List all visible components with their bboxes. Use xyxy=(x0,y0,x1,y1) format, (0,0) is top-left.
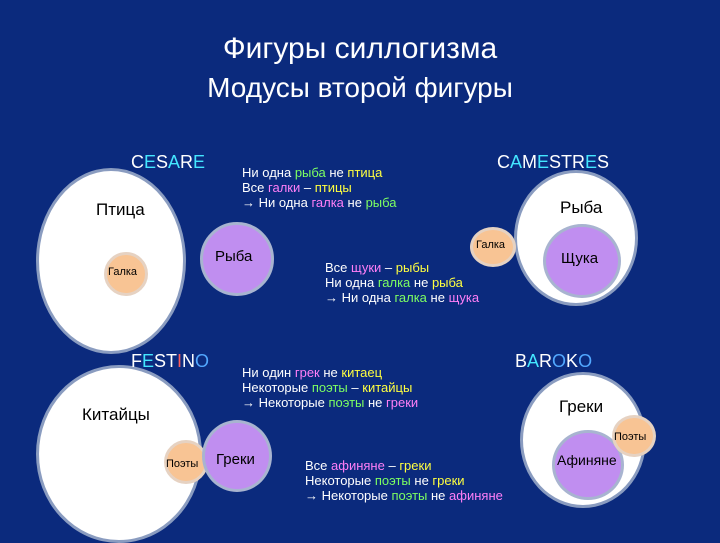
statement-text: – xyxy=(300,180,315,195)
statement-text: → Ни одна xyxy=(325,290,395,305)
statement-line xyxy=(325,275,479,290)
statement-line xyxy=(242,165,397,180)
statement-text: → Некоторые xyxy=(305,488,392,503)
mode-letter: A xyxy=(510,152,523,172)
mode-letter: B xyxy=(515,351,528,371)
term-word: рыбы xyxy=(395,260,430,275)
term-word: птицы xyxy=(314,180,352,195)
term-word: галка xyxy=(377,275,411,290)
term-word: поэты xyxy=(374,473,411,488)
term-word: рыба xyxy=(294,165,326,180)
mode-letter: M xyxy=(522,152,538,172)
mode-letter: ST xyxy=(154,351,178,371)
term-word: галка xyxy=(311,195,344,210)
statement-text: – xyxy=(347,380,363,395)
mode-letter: R xyxy=(180,152,194,172)
term-word: афиняне xyxy=(331,458,385,473)
term-word: щуки xyxy=(351,260,382,275)
term-word: рыба xyxy=(365,195,397,210)
statement-text: Все xyxy=(242,180,269,195)
mode-letter: A xyxy=(527,351,540,371)
mode-letter: C xyxy=(131,152,144,172)
mode-letter: O xyxy=(578,351,593,371)
statement-line xyxy=(242,365,418,380)
term-word: греки xyxy=(432,473,465,488)
mode-letter: STR xyxy=(549,152,586,172)
statement-text: Ни одна xyxy=(242,165,295,180)
slide-subtitle: Модусы второй фигуры xyxy=(207,72,513,103)
statement-text: не xyxy=(426,290,449,305)
term-word: щука xyxy=(448,290,480,305)
mode-letter: A xyxy=(168,152,181,172)
baroko-athenians-label: Афиняне xyxy=(557,452,617,468)
camestres-pike-label: Щука xyxy=(561,250,599,267)
mode-letter: S xyxy=(156,152,169,172)
term-word: греки xyxy=(386,395,419,410)
mode-letter: O xyxy=(552,351,567,371)
statement-text: не xyxy=(364,395,387,410)
mode-letter: S xyxy=(597,152,610,172)
mode-letter: O xyxy=(195,351,210,371)
mode-letter: N xyxy=(182,351,196,371)
term-word: китайцы xyxy=(362,380,413,395)
statement-text: не xyxy=(410,275,432,290)
statement-text: не xyxy=(427,488,450,503)
festino-poets-label: Поэты xyxy=(166,458,199,470)
term-word: поэты xyxy=(391,488,428,503)
mode-letter: E xyxy=(585,152,598,172)
term-word: греки xyxy=(399,458,432,473)
camestres-statement xyxy=(325,260,479,305)
mode-letter: E xyxy=(144,152,157,172)
festino-greeks-label: Греки xyxy=(216,451,255,468)
statement-line xyxy=(242,195,397,210)
statement-text: Все xyxy=(325,260,352,275)
statement-text: Некоторые xyxy=(242,380,312,395)
statement-line xyxy=(325,260,479,275)
mode-letter: C xyxy=(497,152,510,172)
mode-letter: E xyxy=(193,152,206,172)
statement-text: Ни одна xyxy=(325,275,378,290)
term-word: поэты xyxy=(328,395,365,410)
statement-line xyxy=(305,488,503,503)
statement-text: – xyxy=(384,458,400,473)
festino-chinese-label: Китайцы xyxy=(82,405,150,424)
statement-text: Некоторые xyxy=(305,473,375,488)
statement-text: – xyxy=(381,260,396,275)
baroko-statement xyxy=(305,458,503,503)
term-word: китаец xyxy=(341,365,383,380)
mode-letter: I xyxy=(177,351,183,371)
statement-line xyxy=(325,290,479,305)
festino-statement xyxy=(242,365,418,410)
mode-letter: E xyxy=(537,152,550,172)
statement-text: Ни один xyxy=(242,365,295,380)
festino-mode-name xyxy=(131,351,209,372)
statement-text: не xyxy=(410,473,433,488)
mode-letter: E xyxy=(142,351,155,371)
statement-text: → Некоторые xyxy=(242,395,329,410)
statement-text: не xyxy=(343,195,366,210)
statement-line xyxy=(305,458,503,473)
cesare-fish-label: Рыба xyxy=(215,248,253,265)
term-word: птица xyxy=(347,165,383,180)
baroko-greeks-label: Греки xyxy=(559,397,604,416)
term-word: поэты xyxy=(311,380,348,395)
term-word: галка xyxy=(394,290,427,305)
mode-letter: F xyxy=(131,351,142,371)
term-word: рыба xyxy=(431,275,463,290)
camestres-fish-label: Рыба xyxy=(560,198,603,217)
term-word: галки xyxy=(268,180,301,195)
term-word: афиняне xyxy=(449,488,503,503)
baroko-poets-label: Поэты xyxy=(614,431,647,443)
slide-title: Фигуры силлогизма xyxy=(222,32,498,65)
cesare-statement xyxy=(242,165,397,210)
statement-text: → Ни одна xyxy=(242,195,312,210)
mode-letter: R xyxy=(539,351,553,371)
baroko-mode-name xyxy=(515,351,592,372)
camestres-jackdaw-label: Галка xyxy=(476,239,506,251)
mode-letter: K xyxy=(566,351,579,371)
camestres-mode-name xyxy=(497,152,609,173)
statement-line xyxy=(305,473,503,488)
cesare-jackdaw-label: Галка xyxy=(108,266,138,278)
cesare-bird-label: Птица xyxy=(96,200,145,219)
statement-line xyxy=(242,180,397,195)
statement-text: не xyxy=(325,165,348,180)
cesare-mode-name xyxy=(131,152,205,173)
statement-text: Все xyxy=(305,458,332,473)
statement-text: не xyxy=(319,365,342,380)
statement-line xyxy=(242,380,418,395)
statement-line xyxy=(242,395,418,410)
term-word: грек xyxy=(294,365,320,380)
